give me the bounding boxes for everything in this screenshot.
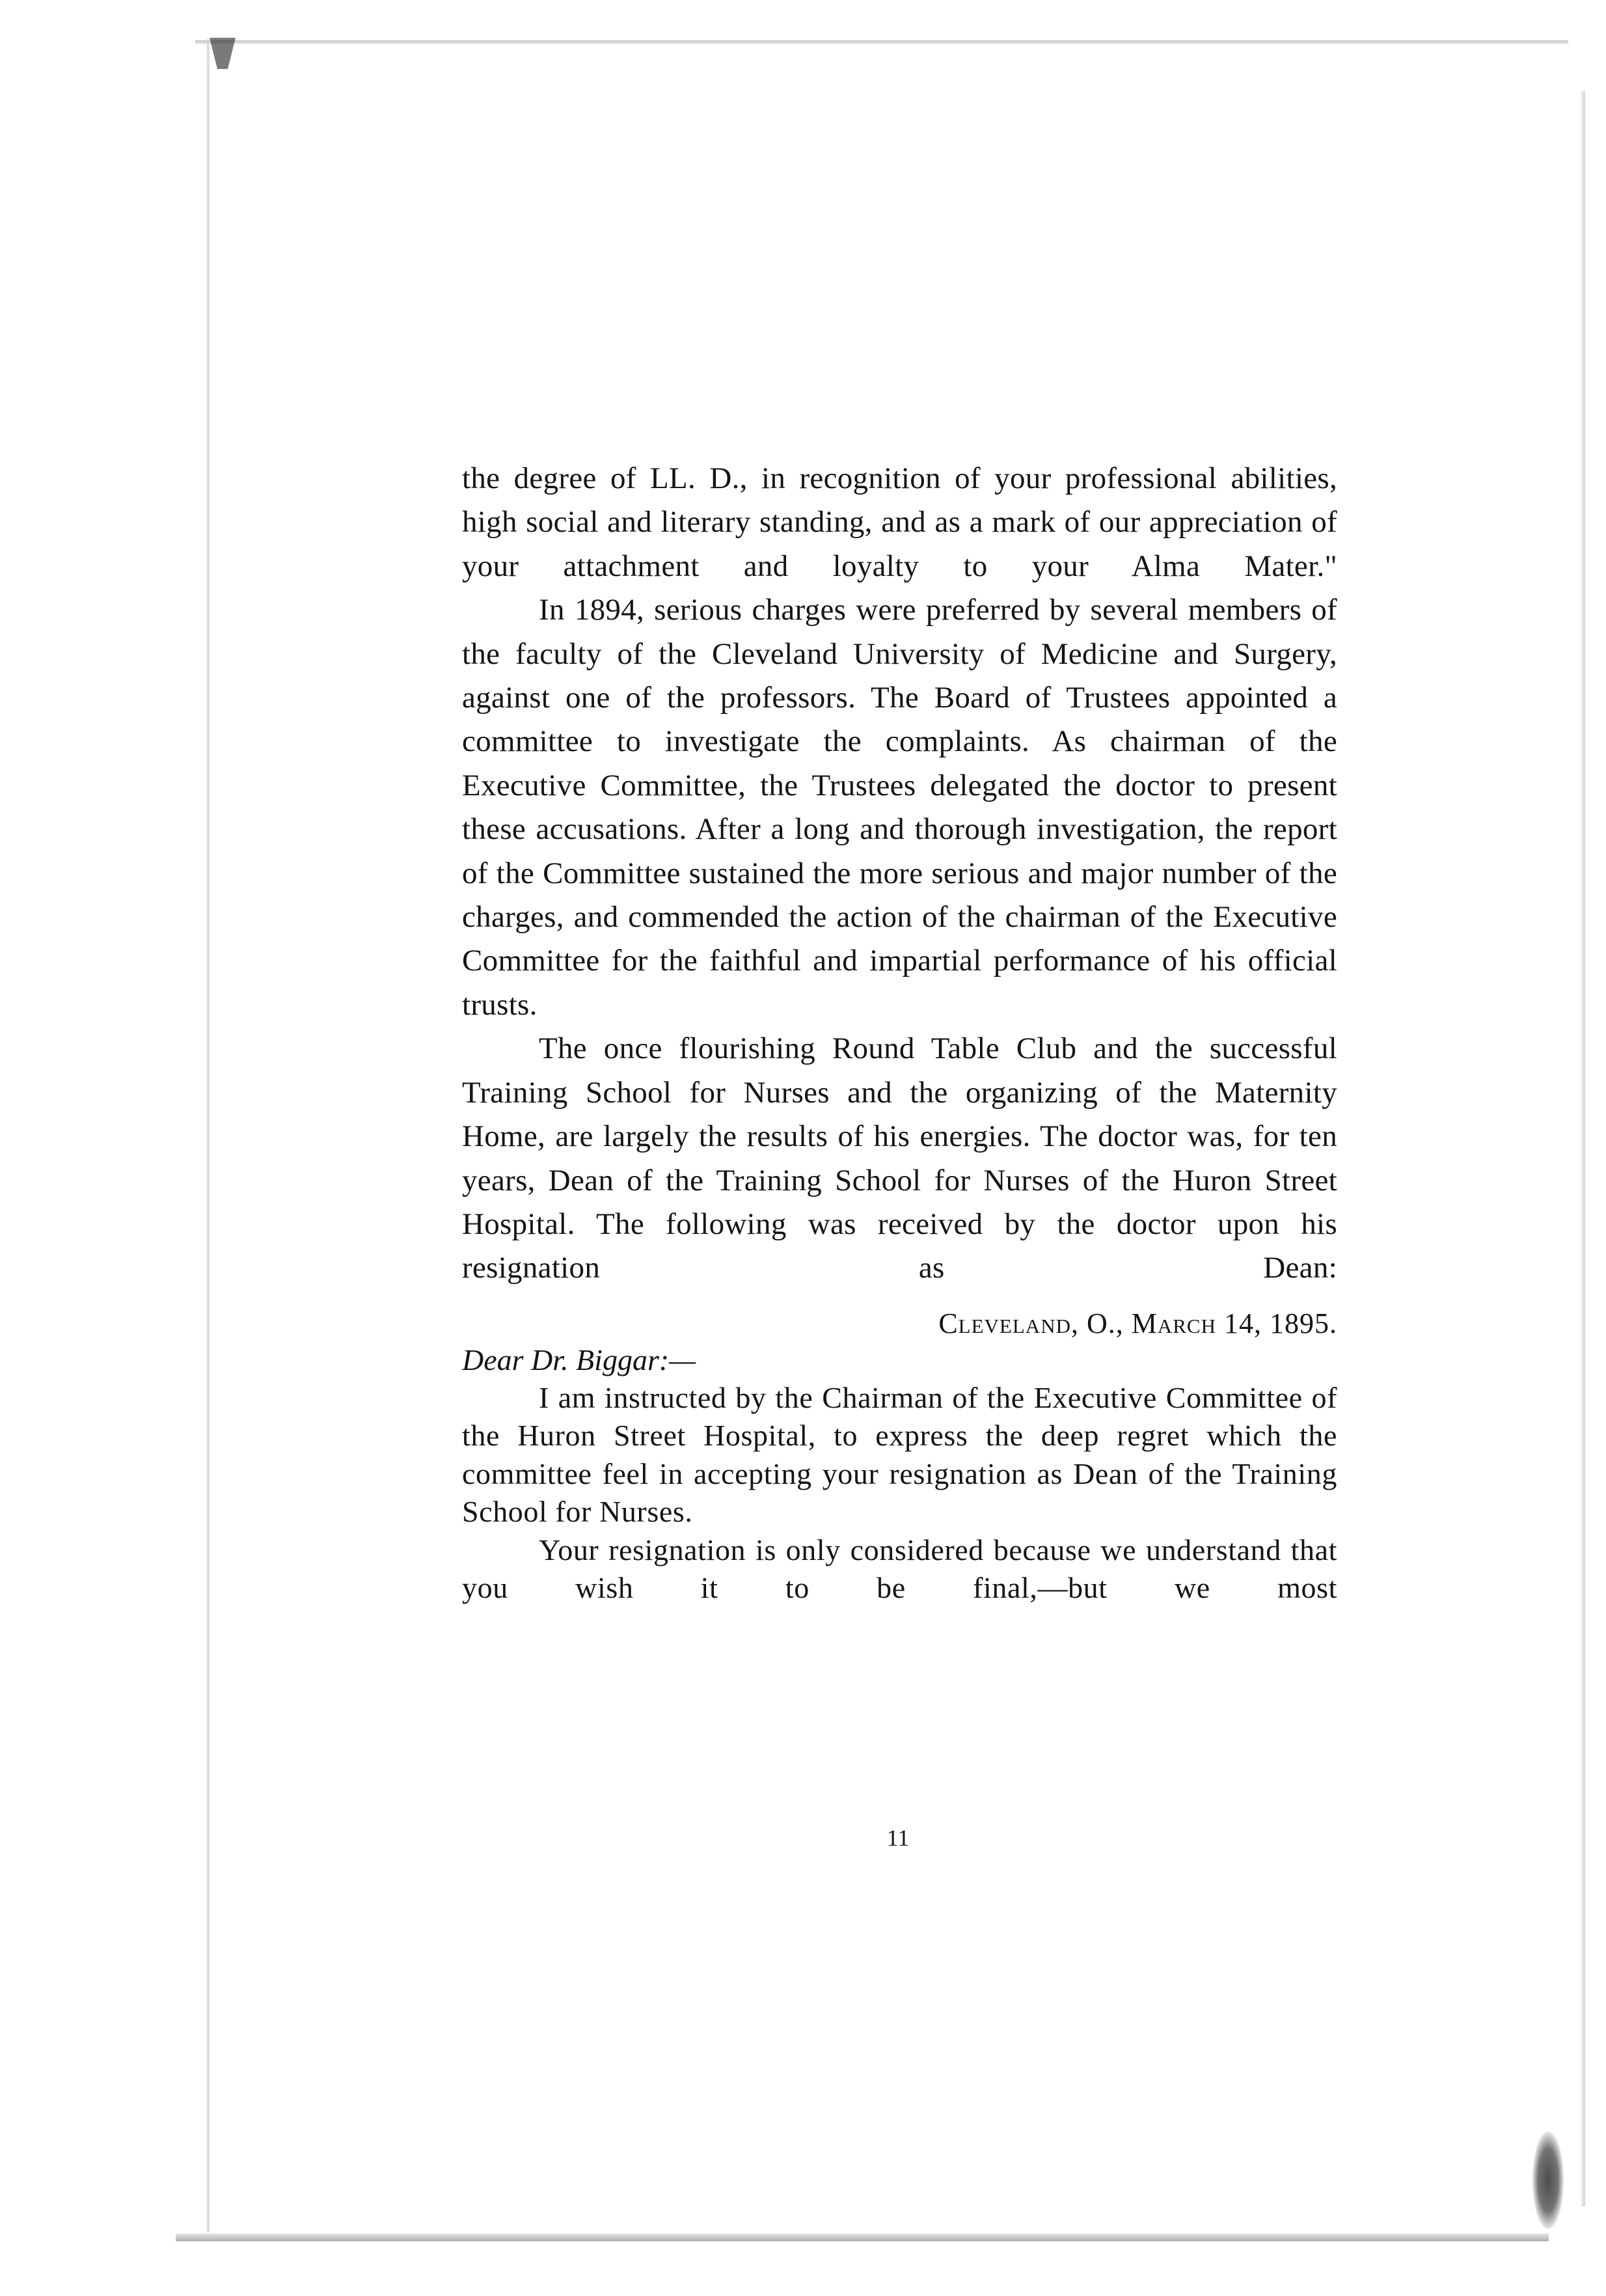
scan-smudge [1532, 2131, 1564, 2229]
scan-edge-bottom [176, 2234, 1549, 2241]
letter-salutation: Dear Dr. Biggar:— [462, 1343, 696, 1376]
letter-dateline: Cleveland, O., March 14, 1895. [938, 1307, 1337, 1339]
letter-paragraph: I am instructed by the Chairman of the Executive Committee of the Huron Street Hospital, to express the deep regret which the committee feel in accepting your resignation as Dean of the Training School for Nurses. [462, 1380, 1337, 1529]
body-text [462, 457, 1337, 1607]
scan-edge-left [207, 39, 210, 2232]
paragraph-charges: In 1894, serious charges were preferred by several members of the faculty of the Cleveland University of Medicine and Surgery, against one of the professors. The Board of Trustees appointed a committee to investigate the complaints. As chairman of the Executive Committee, the Trustees delegated the doctor to present these accusations. After a long and thorough investigation, the report of the Committee sustained the more serious and major number of the charges, and commended the action of the chairman of the Executive Committee for the faithful and impartial performance of his official trusts. [462, 593, 1337, 1022]
scan-edge-top [195, 40, 1568, 44]
scan-corner-mark [210, 38, 236, 69]
letter-paragraph: Your resignation is only considered because we understand that you wish it to be final,—but we most [462, 1533, 1337, 1605]
page-number: 11 [886, 1825, 910, 1851]
paragraph-degree: the degree of LL. D., in recognition of your professional abilities, high social and literary standing, and as a mark of our appreciation of your attachment and loyalty to your Alma Mater." [462, 461, 1337, 583]
scan-edge-right [1581, 91, 1585, 2206]
paragraph-round-table: The once flourishing Round Table Club and the successful Training School for Nurses and the organizing of the Maternity Home, are largely the results of his energies. The doctor was, for ten years, Dean of the Training School for Nurses of the Huron Street Hospital. The following was received by the doctor upon his resignation as Dean: [462, 1032, 1337, 1285]
